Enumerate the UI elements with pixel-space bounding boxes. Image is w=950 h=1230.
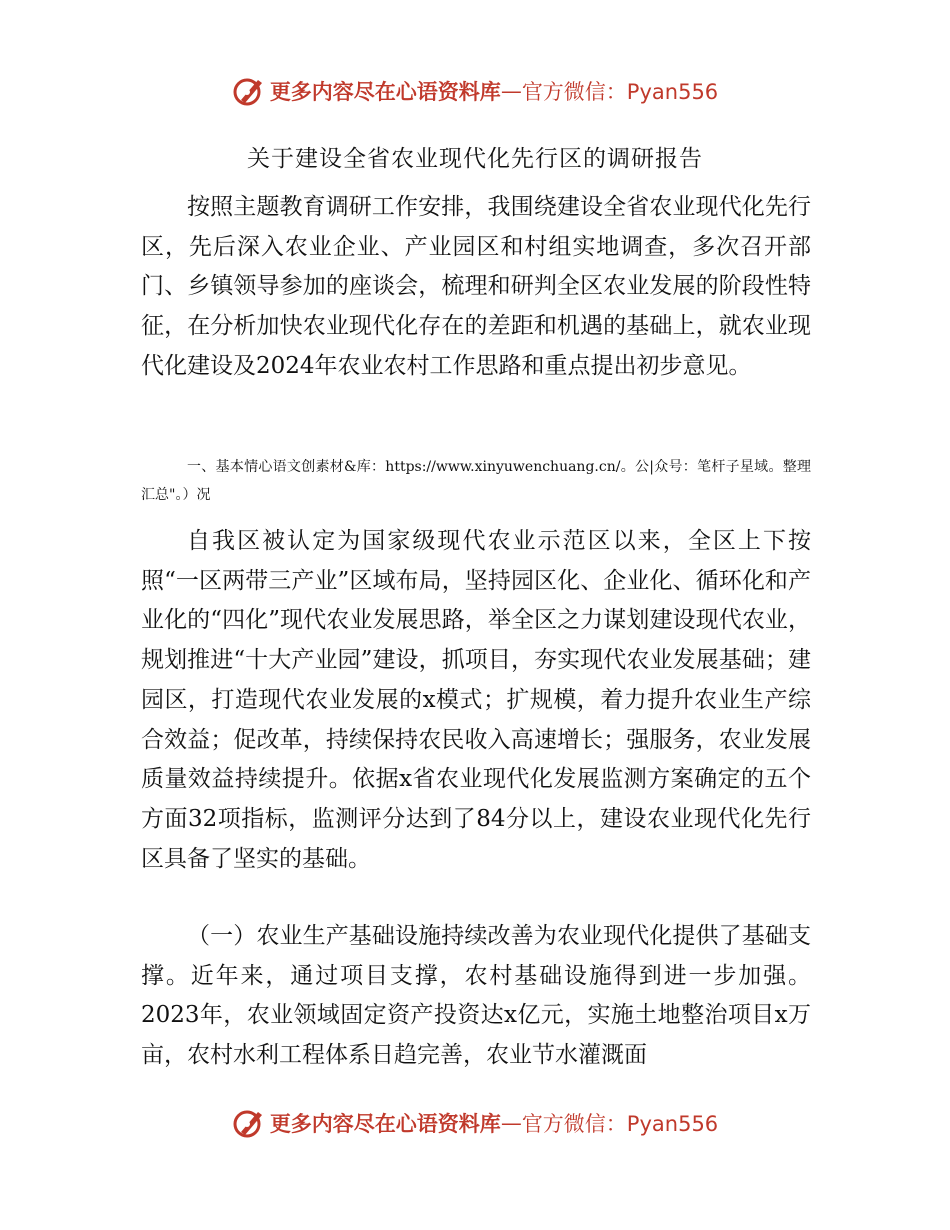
body-paragraph-2: （一）农业生产基础设施持续改善为农业现代化提供了基础支撑。近年来，通过项目支撑，农村基础设施得到进一步加强。2023年，农业领域固定资产投资达x亿元，实施土地整治项目x万亩，农村水利工程体系日趋完善，农业节水灌溉面: [141, 923, 811, 1069]
pen-logo-icon: [232, 74, 266, 108]
intro-paragraph: 按照主题教育调研工作安排，我围绕建设全省农业现代化先行区，先后深入农业企业、产业园区和村组实地调查，多次召开部门、乡镇领导参加的座谈会，梳理和研判全区农业发展的阶段性特征，在分析加快农业现代化存在的差距和机遇的基础上，就农业现代化建设及2024年农业农村工作思路和重点提出初步意见。: [141, 194, 811, 379]
document-title: 关于建设全省农业现代化先行区的调研报告: [247, 146, 703, 172]
section-heading-note: 一、基本情心语文创素材&库：https://www.xinyuwenchuang.cn/。公|众号：笔杆子星域。整理汇总"。）况: [141, 459, 811, 503]
banner-main-text: 更多内容尽在心语资料库: [269, 1112, 501, 1136]
banner-wechat-text: 官方微信：Pyan556: [521, 1112, 719, 1136]
footer-banner: [0, 1103, 950, 1143]
banner-dash: —: [500, 79, 522, 103]
banner-wechat-text: 官方微信：Pyan556: [521, 80, 719, 104]
banner-dash: —: [500, 1111, 522, 1135]
banner-main-text: 更多内容尽在心语资料库: [269, 80, 501, 104]
header-banner: [0, 71, 950, 111]
pen-logo-icon: [232, 1106, 266, 1140]
body-paragraph-1: 自我区被认定为国家级现代农业示范区以来，全区上下按照“一区两带三产业”区域布局，坚持园区化、企业化、循环化和产业化的“四化”现代农业发展思路，举全区之力谋划建设现代农业，规划推进“十大产业园”建设，抓项目，夯实现代农业发展基础；建园区，打造现代农业发展的x模式；扩规模，着力提升农业生产综合效益；促改革，持续保持农民收入高速增长；强服务，农业发展质量效益持续提升。依据x省农业现代化发展监测方案确定的五个方面32项指标，监测评分达到了84分以上，建设农业现代化先行区具备了坚实的基础。: [141, 528, 811, 872]
